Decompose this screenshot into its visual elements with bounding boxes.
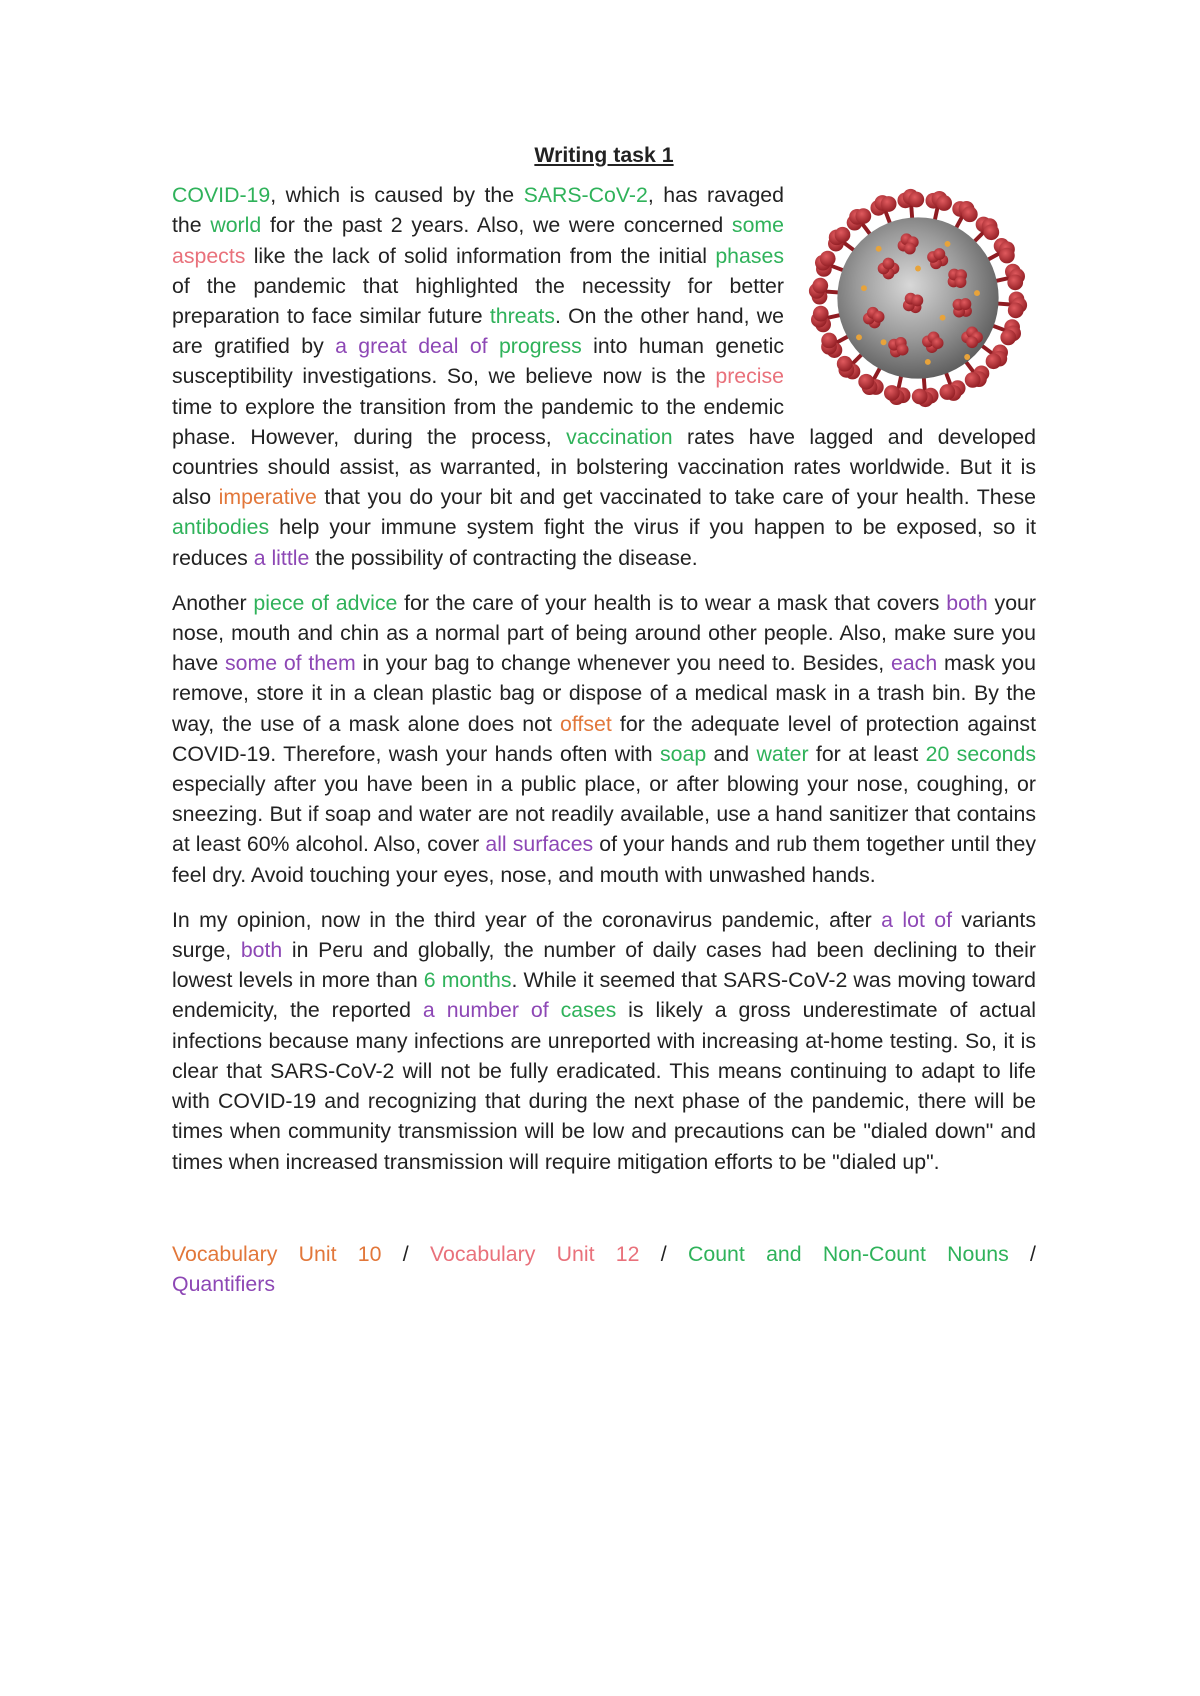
paragraph-1-highlight: aspects — [172, 243, 246, 268]
paragraph-1-text: the possibility of contracting the disease. — [309, 545, 698, 570]
paragraph-2-highlight: soap — [660, 741, 707, 766]
paragraph-2-text: for at least — [808, 741, 926, 766]
paragraph-1-text: of the pandemic that highlighted the necessity for better preparation to face similar future — [172, 273, 784, 329]
paragraph-3-highlight: 6 months — [423, 968, 512, 993]
paragraph-2-text: in your bag to change whenever you need to. Besides, — [355, 651, 891, 676]
vocabulary-highlight: Count and Non-Count Nouns — [687, 1241, 1009, 1266]
paragraph-1-text: , has ravaged the — [172, 183, 784, 238]
coronavirus-illustration-icon — [800, 180, 1036, 416]
page-title: Writing task 1 — [534, 143, 674, 167]
paragraph-3-text: . While it seemed that SARS-CoV-2 was moving toward endemicity, the reported — [172, 968, 1036, 1023]
paragraph-3-text: variants surge, — [172, 907, 1036, 963]
paragraph-1-highlight: world — [210, 213, 262, 238]
vocabulary-text: / — [1008, 1241, 1036, 1266]
vocabulary-text: / — [381, 1241, 430, 1266]
paragraph-3-highlight: a lot of — [881, 907, 953, 932]
paragraph-2 — [172, 588, 1036, 890]
paragraph-1-highlight: threats — [489, 304, 555, 329]
paragraph-1-highlight: COVID-19 — [172, 183, 271, 208]
vocabulary-highlight: Quantifiers — [172, 1271, 275, 1296]
paragraph-2-highlight: all surfaces — [485, 832, 594, 857]
vocabulary-units-line — [172, 1239, 1036, 1299]
paragraph-2-highlight: both — [946, 590, 988, 615]
paragraph-1-text: help your immune system fight the virus if you happen to be exposed, so it reduces — [172, 515, 1036, 570]
document-page — [172, 140, 1036, 1314]
paragraph-1-text: time to explore the transition from the pandemic to the endemic phase. However, during the process, — [172, 394, 784, 449]
paragraph-1-highlight: imperative — [218, 485, 317, 510]
paragraph-2-highlight: 20 seconds — [925, 741, 1037, 766]
paragraph-2-text: for the adequate level of protection against COVID-19. Therefore, wash your hands often with — [172, 711, 1036, 766]
paragraph-3 — [172, 905, 1036, 1177]
paragraph-1-highlight: precise — [715, 364, 784, 389]
paragraph-3-text — [549, 998, 561, 1022]
paragraph-2-text: and — [706, 741, 757, 766]
vocabulary-highlight: Vocabulary Unit 10 — [172, 1241, 382, 1266]
paragraph-2-text: mask you remove, store it in a clean plastic bag or dispose of a medical mask in a trash bin. By the way, the use of a mask alone does not — [172, 651, 1036, 736]
paragraph-1-highlight: progress — [498, 334, 582, 359]
paragraph-1-text: , which is caused by the — [270, 183, 524, 208]
paragraph-1-highlight: some — [731, 213, 784, 238]
paragraph-1-text: rates have lagged and developed countries should assist, as warranted, in bolstering vaccination rates worldwide. But it is also — [172, 424, 1036, 510]
paragraph-1-text: that you do your bit and get vaccinated to take care of your health. These — [316, 485, 1036, 510]
paragraph-2-text: for the care of your health is to wear a mask that covers — [397, 590, 947, 615]
paragraph-2-highlight: each — [890, 651, 938, 676]
paragraph-3-text: is likely a gross underestimate of actual infections because many infections are unreported with increasing at-home testing. So, it is clear that SARS-CoV-2 will not be fully eradicated. This means continuing to adapt to life with COVID-19 and recognizing that during the next phase of the pandemic, there will be times when community transmission will be low and precautions can be "dialed down" and times when increased transmission will require mitigation efforts to be "dialed up". — [172, 998, 1037, 1174]
paragraph-3-text: in Peru and globally, the number of daily cases had been declining to their lowest levels in more than — [172, 938, 1036, 993]
paragraph-2-highlight: offset — [560, 711, 612, 736]
paragraph-1-text: into human genetic susceptibility investigations. So, we believe now is the — [172, 334, 785, 389]
paragraph-1-highlight: a little — [253, 545, 310, 570]
paragraph-3-text: In my opinion, now in the third year of the coronavirus pandemic, after — [172, 907, 882, 932]
vocabulary-text: / — [639, 1241, 688, 1266]
paragraph-1-text: for the past 2 years. Also, we were concerned — [261, 213, 732, 238]
paragraph-2-highlight: piece of advice — [253, 590, 398, 615]
paragraph-3-highlight: a number of — [422, 998, 549, 1023]
paragraph-1-highlight: a great deal of — [335, 334, 488, 359]
paragraph-1-text — [488, 334, 499, 358]
paragraph-1-highlight: antibodies — [172, 515, 270, 540]
paragraph-2-text: your nose, mouth and chin as a normal part of being around other people. Also, make sure you have — [172, 590, 1036, 676]
paragraph-1-text: . On the other hand, we are gratified by — [172, 304, 785, 359]
paragraph-2-highlight: some of them — [224, 651, 356, 676]
paragraph-1-text: like the lack of solid information from the initial — [245, 243, 716, 268]
paragraph-2-highlight: water — [756, 741, 809, 766]
paragraph-1-highlight: phases — [715, 243, 784, 268]
paragraph-2-text: especially after you have been in a public place, or after blowing your nose, coughing, or sneezing. But if soap and water are not readily available, use a hand sanitizer that contains at least 60% alcohol. Also, cover — [172, 772, 1036, 857]
paragraph-1 — [172, 180, 1036, 573]
paragraph-3-highlight: both — [240, 938, 283, 963]
paragraph-1-highlight: SARS-CoV-2 — [523, 183, 648, 208]
paragraph-2-text: of your hands and rub them together until they feel dry. Avoid touching your eyes, nose, and mouth with unwashed hands. — [172, 832, 1037, 887]
paragraph-2-text: Another — [172, 590, 254, 615]
vocabulary-highlight: Vocabulary Unit 12 — [429, 1241, 640, 1266]
paragraph-3-highlight: cases — [560, 998, 617, 1023]
paragraph-1-highlight: vaccination — [566, 424, 673, 449]
